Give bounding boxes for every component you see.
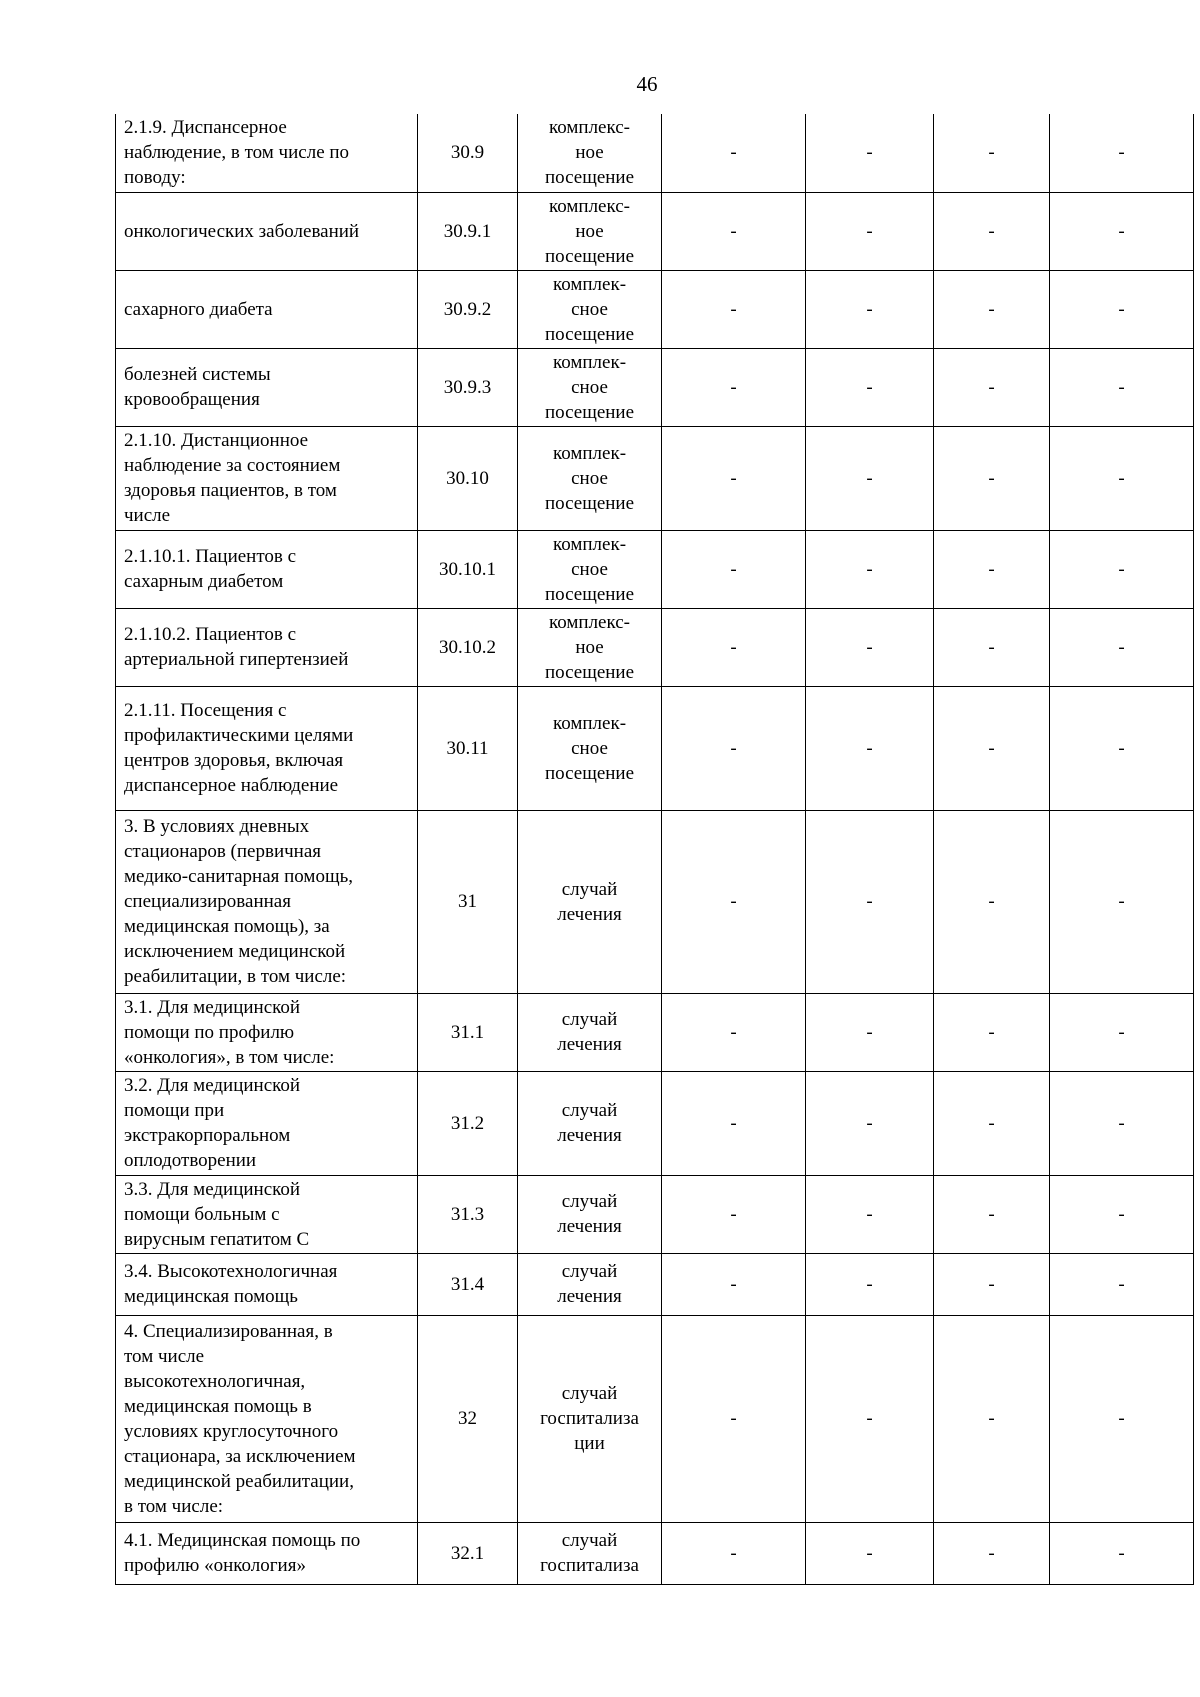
unit-cell bbox=[518, 810, 662, 993]
unit-cell-line: сное bbox=[571, 376, 608, 398]
value-cell: - bbox=[1050, 348, 1194, 426]
value-cell: - bbox=[1050, 270, 1194, 348]
value-cell: - bbox=[662, 686, 806, 810]
medical-care-volume-table bbox=[115, 114, 1194, 1585]
indicator-name-cell-line: условиях круглосуточного bbox=[124, 1420, 339, 1442]
table-row bbox=[116, 530, 1194, 608]
table-row bbox=[116, 1522, 1194, 1584]
table-row bbox=[116, 686, 1194, 810]
value-cell: - bbox=[806, 192, 934, 270]
indicator-name-cell-line: стационара, за исключением bbox=[124, 1445, 356, 1467]
unit-cell-line: посещение bbox=[544, 661, 635, 683]
value-cell: - bbox=[662, 270, 806, 348]
indicator-name-cell-line: онкологических заболеваний bbox=[124, 220, 360, 242]
indicator-name-cell-line: наблюдение, в том числе по bbox=[124, 142, 350, 164]
indicator-name-cell-line: 3.4. Высокотехнологичная bbox=[124, 1261, 338, 1282]
value-cell: - bbox=[806, 686, 934, 810]
indicator-name-cell-line: числе bbox=[124, 505, 171, 526]
row-code-cell: 30.11 bbox=[418, 686, 518, 810]
indicator-name-cell-line: болезней системы bbox=[124, 364, 271, 385]
value-cell: - bbox=[806, 993, 934, 1071]
unit-cell-line: лечения bbox=[557, 1286, 622, 1307]
indicator-name-cell bbox=[116, 686, 418, 810]
indicator-name-cell bbox=[116, 1315, 418, 1522]
unit-cell bbox=[518, 530, 662, 608]
value-cell: - bbox=[1050, 1522, 1194, 1584]
value-cell: - bbox=[806, 1071, 934, 1175]
value-cell: - bbox=[662, 1175, 806, 1253]
table-row bbox=[116, 1253, 1194, 1315]
table-row bbox=[116, 993, 1194, 1071]
row-code-cell: 30.9.3 bbox=[418, 348, 518, 426]
unit-cell-line: посещение bbox=[544, 762, 635, 784]
value-cell: - bbox=[662, 192, 806, 270]
unit-cell-line: госпитализа bbox=[540, 1408, 639, 1429]
unit-cell-line: посещение bbox=[544, 492, 635, 514]
value-cell: - bbox=[662, 348, 806, 426]
indicator-name-cell bbox=[116, 608, 418, 686]
indicator-name-cell bbox=[116, 1175, 418, 1253]
unit-cell bbox=[518, 1522, 662, 1584]
indicator-name-cell-line: медико-санитарная помощь, bbox=[124, 866, 354, 887]
indicator-name-cell-line: помощи по профилю bbox=[124, 1021, 295, 1043]
value-cell: - bbox=[662, 426, 806, 530]
unit-cell-line: случай bbox=[561, 1100, 618, 1121]
indicator-name-cell-line: 3.3. Для медицинской bbox=[124, 1178, 301, 1200]
value-cell: - bbox=[806, 530, 934, 608]
indicator-name-cell-line: медицинская помощь в bbox=[124, 1395, 312, 1417]
value-cell: - bbox=[934, 1175, 1050, 1253]
value-cell: - bbox=[662, 993, 806, 1071]
row-code-cell: 30.9.2 bbox=[418, 270, 518, 348]
value-cell: - bbox=[662, 1253, 806, 1315]
value-cell: - bbox=[934, 114, 1050, 192]
indicator-name-cell-line: сахарным диабетом bbox=[124, 571, 284, 592]
value-cell: - bbox=[662, 1315, 806, 1522]
value-cell: - bbox=[1050, 1315, 1194, 1522]
indicator-name-cell bbox=[116, 1253, 418, 1315]
indicator-name-cell-line: поводу: bbox=[124, 167, 186, 189]
indicator-name-cell-line: исключением медицинской bbox=[124, 941, 346, 962]
table-row bbox=[116, 426, 1194, 530]
row-code-cell: 30.10.1 bbox=[418, 530, 518, 608]
unit-cell-line: случай bbox=[561, 878, 618, 900]
unit-cell bbox=[518, 1175, 662, 1253]
unit-cell bbox=[518, 993, 662, 1071]
unit-cell bbox=[518, 1253, 662, 1315]
value-cell: - bbox=[806, 608, 934, 686]
unit-cell-line: сное bbox=[571, 737, 608, 759]
unit-cell-line: лечения bbox=[557, 1216, 622, 1237]
unit-cell bbox=[518, 270, 662, 348]
unit-cell bbox=[518, 1315, 662, 1522]
value-cell: - bbox=[934, 348, 1050, 426]
indicator-name-cell bbox=[116, 530, 418, 608]
value-cell: - bbox=[806, 1315, 934, 1522]
unit-cell-line: комплек- bbox=[552, 533, 627, 555]
value-cell: - bbox=[806, 348, 934, 426]
unit-cell-line: комплек- bbox=[552, 442, 627, 464]
indicator-name-cell-line: 3. В условиях дневных bbox=[124, 816, 310, 837]
indicator-name-cell-line: экстракорпоральном bbox=[124, 1125, 291, 1146]
value-cell: - bbox=[1050, 608, 1194, 686]
indicator-name-cell-line: кровообращения bbox=[124, 389, 260, 410]
unit-cell-line: случай bbox=[561, 1009, 618, 1030]
value-cell: - bbox=[1050, 1253, 1194, 1315]
row-code-cell: 31.4 bbox=[418, 1253, 518, 1315]
value-cell: - bbox=[1050, 192, 1194, 270]
unit-cell-line: ное bbox=[575, 142, 604, 164]
value-cell: - bbox=[662, 608, 806, 686]
indicator-name-cell bbox=[116, 426, 418, 530]
unit-cell-line: лечения bbox=[557, 903, 622, 925]
row-code-cell: 32.1 bbox=[418, 1522, 518, 1584]
row-code-cell: 31.2 bbox=[418, 1071, 518, 1175]
value-cell: - bbox=[806, 810, 934, 993]
row-code-cell: 31.1 bbox=[418, 993, 518, 1071]
unit-cell-line: случай bbox=[561, 1383, 618, 1404]
unit-cell-line: комплекс- bbox=[548, 117, 631, 139]
value-cell: - bbox=[934, 1522, 1050, 1584]
indicator-name-cell bbox=[116, 348, 418, 426]
value-cell: - bbox=[1050, 810, 1194, 993]
value-cell: - bbox=[1050, 1071, 1194, 1175]
value-cell: - bbox=[934, 270, 1050, 348]
indicator-name-cell-line: 3.2. Для медицинской bbox=[124, 1075, 301, 1096]
indicator-name-cell-line: высокотехнологичная, bbox=[124, 1370, 306, 1392]
value-cell: - bbox=[806, 270, 934, 348]
indicator-name-cell bbox=[116, 1071, 418, 1175]
value-cell: - bbox=[1050, 426, 1194, 530]
indicator-name-cell-line: профилю «онкология» bbox=[124, 1555, 306, 1576]
table-row bbox=[116, 270, 1194, 348]
indicator-name-cell bbox=[116, 810, 418, 993]
value-cell: - bbox=[1050, 114, 1194, 192]
value-cell: - bbox=[934, 686, 1050, 810]
unit-cell-line: лечения bbox=[557, 1125, 622, 1146]
value-cell: - bbox=[1050, 686, 1194, 810]
indicator-name-cell-line: 2.1.10.2. Пациентов с bbox=[124, 624, 297, 645]
value-cell: - bbox=[934, 426, 1050, 530]
row-code-cell: 32 bbox=[418, 1315, 518, 1522]
indicator-name-cell bbox=[116, 270, 418, 348]
value-cell: - bbox=[806, 1253, 934, 1315]
table-row bbox=[116, 114, 1194, 192]
indicator-name-cell-line: центров здоровья, включая bbox=[124, 750, 344, 771]
value-cell: - bbox=[934, 1315, 1050, 1522]
indicator-name-cell bbox=[116, 1522, 418, 1584]
value-cell: - bbox=[662, 114, 806, 192]
row-code-cell: 31.3 bbox=[418, 1175, 518, 1253]
value-cell: - bbox=[934, 192, 1050, 270]
unit-cell-line: сное bbox=[571, 558, 608, 580]
unit-cell-line: посещение bbox=[544, 583, 635, 605]
indicator-name-cell bbox=[116, 114, 418, 192]
value-cell: - bbox=[662, 1522, 806, 1584]
indicator-name-cell bbox=[116, 192, 418, 270]
value-cell: - bbox=[806, 426, 934, 530]
indicator-name-cell-line: помощи больным с bbox=[124, 1203, 280, 1225]
unit-cell bbox=[518, 686, 662, 810]
value-cell: - bbox=[934, 810, 1050, 993]
indicator-name-cell-line: медицинской реабилитации, bbox=[124, 1470, 354, 1492]
indicator-name-cell-line: здоровья пациентов, в том bbox=[124, 480, 337, 501]
indicator-name-cell-line: 2.1.11. Посещения с bbox=[124, 700, 287, 721]
indicator-name-cell-line: 4. Специализированная, в bbox=[124, 1320, 333, 1342]
row-code-cell: 30.9 bbox=[418, 114, 518, 192]
row-code-cell: 30.10.2 bbox=[418, 608, 518, 686]
indicator-name-cell-line: вирусным гепатитом С bbox=[124, 1228, 310, 1250]
value-cell: - bbox=[1050, 530, 1194, 608]
indicator-name-cell-line: специализированная bbox=[124, 891, 291, 912]
value-cell: - bbox=[806, 114, 934, 192]
value-cell: - bbox=[1050, 993, 1194, 1071]
unit-cell bbox=[518, 608, 662, 686]
value-cell: - bbox=[934, 1071, 1050, 1175]
value-cell: - bbox=[662, 1071, 806, 1175]
unit-cell bbox=[518, 348, 662, 426]
value-cell: - bbox=[934, 530, 1050, 608]
table-row bbox=[116, 348, 1194, 426]
unit-cell-line: ное bbox=[575, 220, 604, 242]
indicator-name-cell-line: сахарного диабета bbox=[124, 298, 273, 320]
unit-cell-line: посещение bbox=[544, 167, 635, 189]
row-code-cell: 31 bbox=[418, 810, 518, 993]
indicator-name-cell-line: артериальной гипертензией bbox=[124, 649, 349, 670]
table-row bbox=[116, 1071, 1194, 1175]
indicator-name-cell-line: помощи при bbox=[124, 1100, 225, 1121]
unit-cell-line: лечения bbox=[557, 1034, 622, 1055]
indicator-name-cell-line: 2.1.10.1. Пациентов с bbox=[124, 546, 297, 567]
unit-cell-line: посещение bbox=[544, 245, 635, 267]
indicator-name-cell-line: стационаров (первичная bbox=[124, 841, 322, 862]
indicator-name-cell-line: наблюдение за состоянием bbox=[124, 455, 341, 476]
unit-cell-line: случай bbox=[561, 1191, 618, 1212]
row-code-cell: 30.9.1 bbox=[418, 192, 518, 270]
unit-cell bbox=[518, 1071, 662, 1175]
unit-cell-line: ции bbox=[574, 1433, 605, 1454]
indicator-name-cell-line: «онкология», в том числе: bbox=[124, 1046, 335, 1068]
value-cell: - bbox=[934, 608, 1050, 686]
unit-cell bbox=[518, 114, 662, 192]
unit-cell-line: случай bbox=[561, 1261, 618, 1282]
indicator-name-cell bbox=[116, 993, 418, 1071]
value-cell: - bbox=[1050, 1175, 1194, 1253]
table-row bbox=[116, 608, 1194, 686]
unit-cell-line: ное bbox=[575, 636, 604, 658]
unit-cell bbox=[518, 192, 662, 270]
table-row bbox=[116, 1315, 1194, 1522]
indicator-name-cell-line: оплодотворении bbox=[124, 1150, 257, 1171]
unit-cell-line: посещение bbox=[544, 323, 635, 345]
unit-cell-line: комплек- bbox=[552, 712, 627, 734]
indicator-name-cell-line: том числе bbox=[124, 1345, 205, 1367]
indicator-name-cell-line: реабилитации, в том числе: bbox=[124, 966, 347, 987]
value-cell: - bbox=[806, 1522, 934, 1584]
indicator-name-cell-line: 2.1.9. Диспансерное bbox=[124, 117, 287, 139]
value-cell: - bbox=[934, 993, 1050, 1071]
table-row bbox=[116, 810, 1194, 993]
value-cell: - bbox=[662, 810, 806, 993]
page-number: 46 bbox=[636, 72, 658, 96]
unit-cell-line: комплекс- bbox=[548, 195, 631, 217]
indicator-name-cell-line: медицинская помощь), за bbox=[124, 916, 330, 937]
unit-cell-line: посещение bbox=[544, 401, 635, 423]
indicator-name-cell-line: 3.1. Для медицинской bbox=[124, 996, 301, 1018]
value-cell: - bbox=[934, 1253, 1050, 1315]
row-code-cell: 30.10 bbox=[418, 426, 518, 530]
unit-cell-line: сное bbox=[571, 467, 608, 489]
unit-cell-line: комплек- bbox=[552, 351, 627, 373]
value-cell: - bbox=[662, 530, 806, 608]
indicator-name-cell-line: 2.1.10. Дистанционное bbox=[124, 430, 309, 451]
indicator-name-cell-line: 4.1. Медицинская помощь по bbox=[124, 1530, 361, 1551]
unit-cell-line: комплекс- bbox=[548, 611, 631, 633]
table-row bbox=[116, 1175, 1194, 1253]
unit-cell bbox=[518, 426, 662, 530]
unit-cell-line: комплек- bbox=[552, 273, 627, 295]
indicator-name-cell-line: медицинская помощь bbox=[124, 1286, 298, 1307]
unit-cell-line: сное bbox=[571, 298, 608, 320]
unit-cell-line: случай bbox=[561, 1530, 618, 1551]
indicator-name-cell-line: профилактическими целями bbox=[124, 725, 354, 746]
value-cell: - bbox=[806, 1175, 934, 1253]
unit-cell-line: госпитализа bbox=[540, 1555, 639, 1576]
indicator-name-cell-line: диспансерное наблюдение bbox=[124, 775, 339, 796]
indicator-name-cell-line: в том числе: bbox=[124, 1495, 224, 1517]
table-row bbox=[116, 192, 1194, 270]
